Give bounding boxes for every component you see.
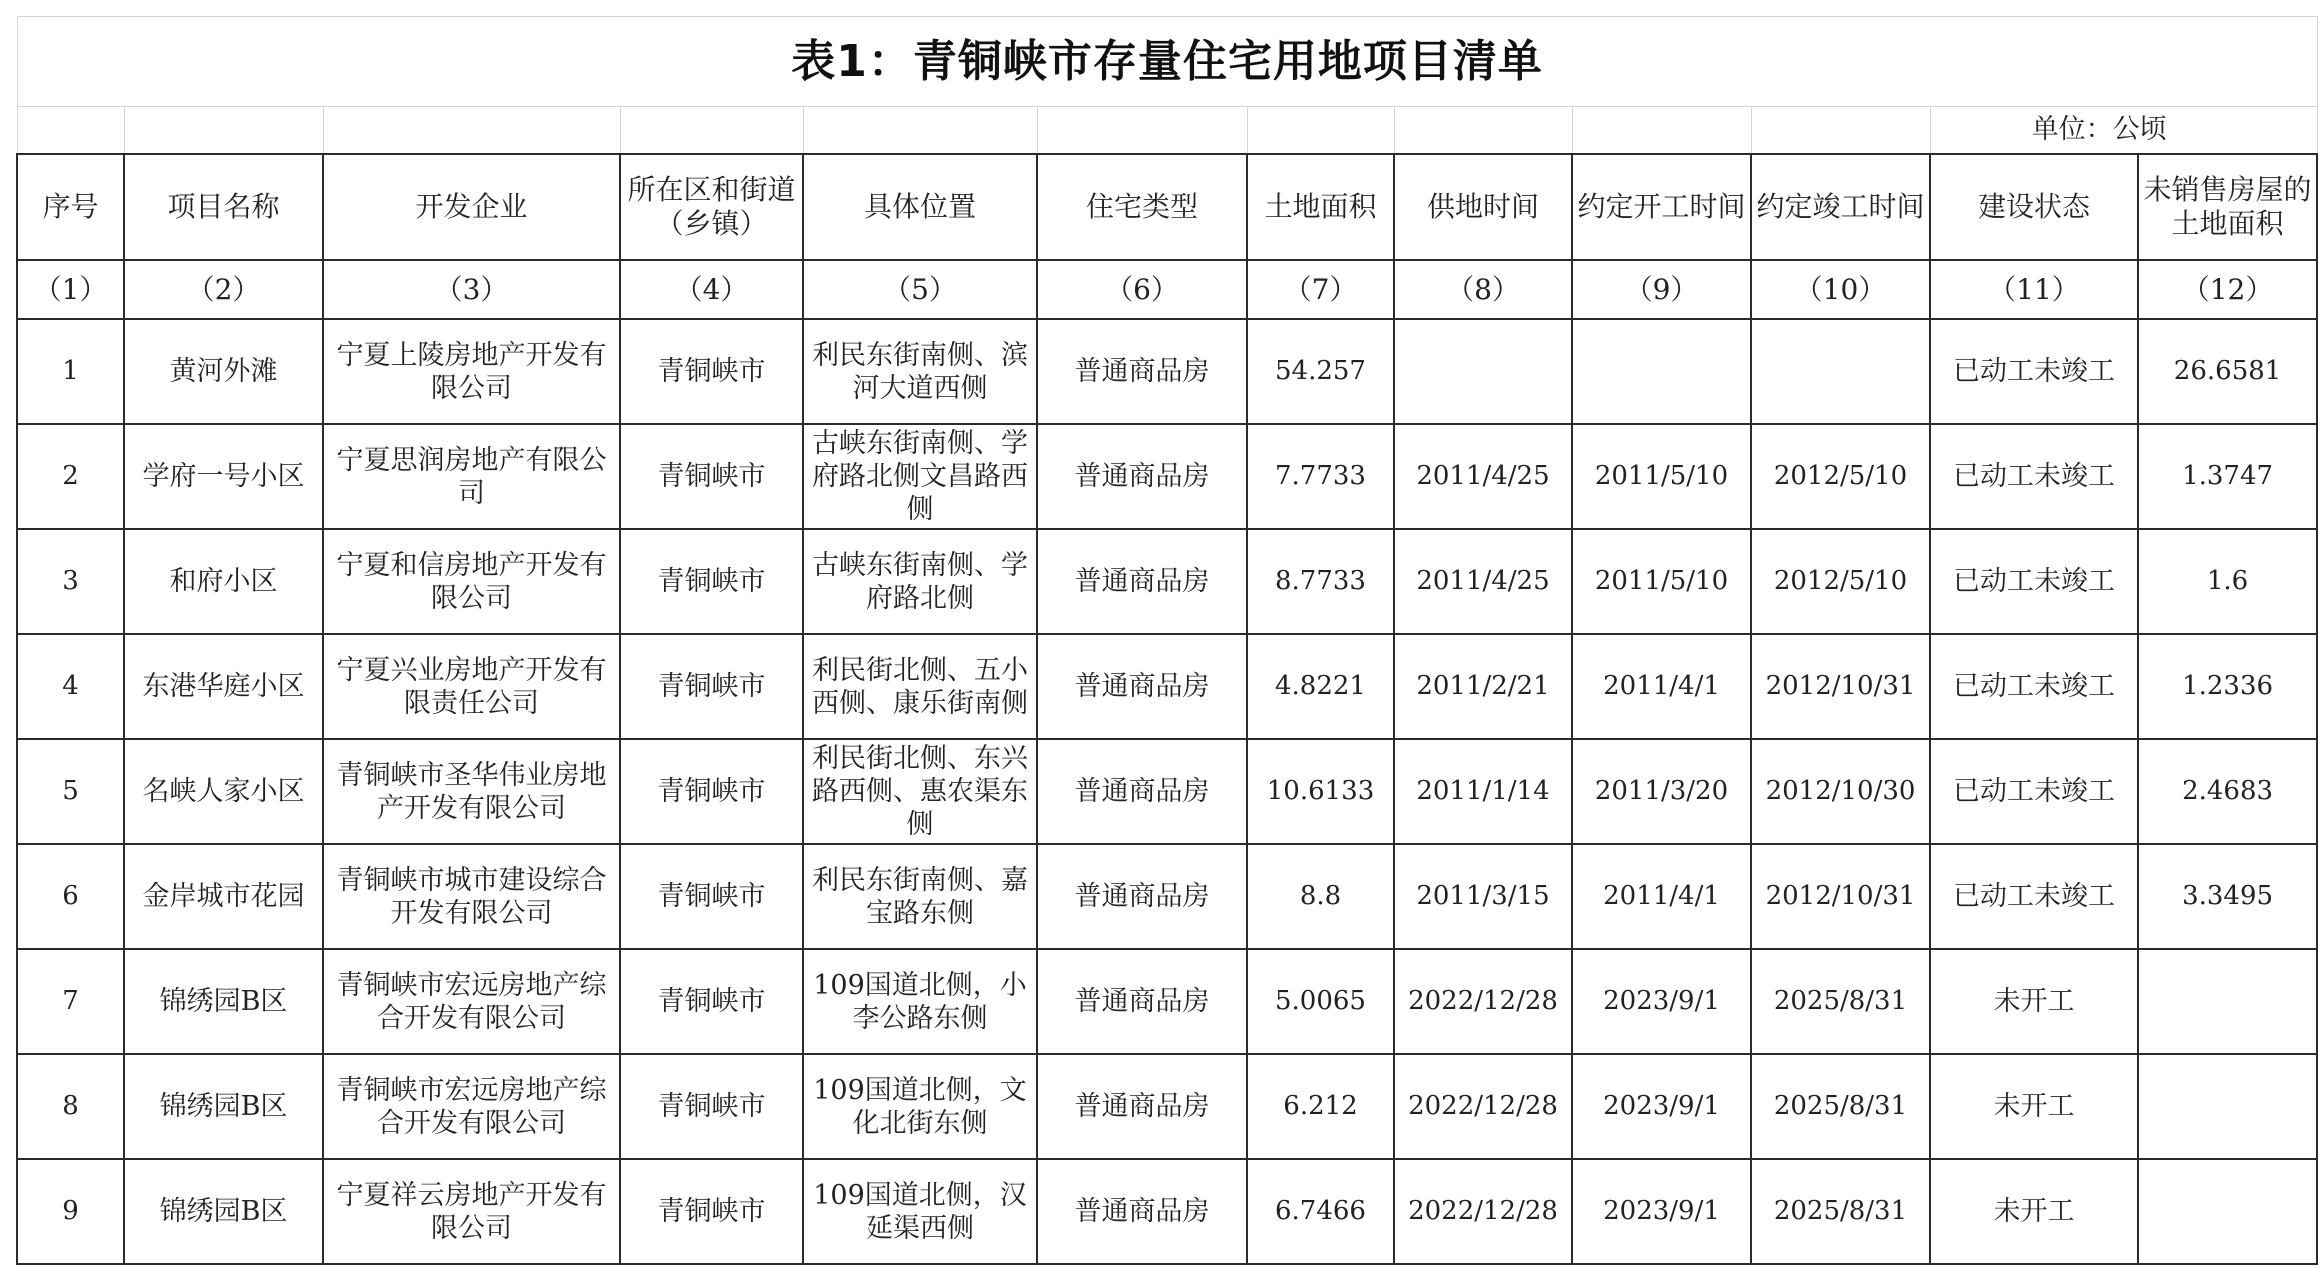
table-row	[17, 1159, 2317, 1264]
cell-start-date[interactable]: 2023/9/1	[1572, 1054, 1751, 1159]
empty-cell[interactable]	[1247, 107, 1394, 155]
cell-unsold-area[interactable]: 3.3495	[2138, 844, 2317, 949]
cell-district[interactable]: 青铜峡市	[620, 844, 803, 949]
cell-start-date[interactable]: 2011/4/1	[1572, 844, 1751, 949]
cell-unsold-area[interactable]: 1.3747	[2138, 424, 2317, 529]
cell-start-date[interactable]	[1572, 319, 1751, 424]
column-index-cell[interactable]: （4）	[620, 260, 803, 319]
cell-developer[interactable]: 青铜峡市城市建设综合开发有限公司	[323, 844, 620, 949]
cell-district[interactable]: 青铜峡市	[620, 529, 803, 634]
cell-serial-number[interactable]: 2	[17, 424, 124, 529]
cell-unsold-area[interactable]: 26.6581	[2138, 319, 2317, 424]
empty-cell[interactable]	[1037, 107, 1247, 155]
empty-cell[interactable]	[803, 107, 1037, 155]
cell-unsold-area[interactable]: 1.6	[2138, 529, 2317, 634]
empty-cell[interactable]	[323, 107, 620, 155]
cell-serial-number[interactable]: 7	[17, 949, 124, 1054]
column-index-cell[interactable]: （9）	[1572, 260, 1751, 319]
cell-project-name[interactable]: 黄河外滩	[124, 319, 323, 424]
cell-finish-date[interactable]: 2012/10/31	[1751, 844, 1930, 949]
cell-project-name[interactable]: 锦绣园B区	[124, 949, 323, 1054]
empty-cell[interactable]	[124, 107, 323, 155]
cell-land-area[interactable]: 5.0065	[1247, 949, 1394, 1054]
table-title[interactable]: 表1：青铜峡市存量住宅用地项目清单	[17, 17, 2317, 107]
cell-district[interactable]: 青铜峡市	[620, 634, 803, 739]
cell-residential-type[interactable]: 普通商品房	[1037, 424, 1247, 529]
cell-finish-date[interactable]	[1751, 319, 1930, 424]
cell-developer[interactable]: 青铜峡市宏远房地产综合开发有限公司	[323, 949, 620, 1054]
cell-unsold-area[interactable]	[2138, 949, 2317, 1054]
cell-residential-type[interactable]: 普通商品房	[1037, 739, 1247, 844]
table-body	[17, 17, 2317, 1265]
column-index-cell[interactable]: （8）	[1394, 260, 1572, 319]
header-cell[interactable]: 约定竣工时间	[1751, 154, 1930, 260]
cell-construction-status[interactable]: 已动工未竣工	[1930, 319, 2138, 424]
cell-construction-status[interactable]: 未开工	[1930, 949, 2138, 1054]
cell-location[interactable]: 古峡东街南侧、学府路北侧文昌路西侧	[803, 424, 1037, 529]
cell-developer[interactable]: 宁夏上陵房地产开发有限公司	[323, 319, 620, 424]
cell-finish-date[interactable]: 2012/10/31	[1751, 634, 1930, 739]
cell-residential-type[interactable]: 普通商品房	[1037, 949, 1247, 1054]
cell-location[interactable]: 109国道北侧，文化北街东侧	[803, 1054, 1037, 1159]
column-index-cell[interactable]: （5）	[803, 260, 1037, 319]
cell-finish-date[interactable]: 2012/5/10	[1751, 529, 1930, 634]
cell-project-name[interactable]: 名峡人家小区	[124, 739, 323, 844]
cell-district[interactable]: 青铜峡市	[620, 1159, 803, 1264]
header-cell[interactable]: 项目名称	[124, 154, 323, 260]
cell-residential-type[interactable]: 普通商品房	[1037, 1054, 1247, 1159]
column-index-cell[interactable]: （3）	[323, 260, 620, 319]
cell-district[interactable]: 青铜峡市	[620, 1054, 803, 1159]
cell-finish-date[interactable]: 2025/8/31	[1751, 1054, 1930, 1159]
cell-location[interactable]: 109国道北侧，汉延渠西侧	[803, 1159, 1037, 1264]
cell-construction-status[interactable]: 已动工未竣工	[1930, 844, 2138, 949]
cell-construction-status[interactable]: 已动工未竣工	[1930, 739, 2138, 844]
cell-land-area[interactable]: 4.8221	[1247, 634, 1394, 739]
cell-unsold-area[interactable]	[2138, 1159, 2317, 1264]
table-row	[17, 949, 2317, 1054]
cell-land-area[interactable]: 10.6133	[1247, 739, 1394, 844]
cell-project-name[interactable]: 和府小区	[124, 529, 323, 634]
cell-finish-date[interactable]: 2012/10/30	[1751, 739, 1930, 844]
title-row	[17, 17, 2317, 107]
header-cell[interactable]: 序号	[17, 154, 124, 260]
cell-start-date[interactable]: 2011/3/20	[1572, 739, 1751, 844]
cell-land-area[interactable]: 7.7733	[1247, 424, 1394, 529]
column-index-cell[interactable]: （1）	[17, 260, 124, 319]
cell-construction-status[interactable]: 未开工	[1930, 1054, 2138, 1159]
cell-unsold-area[interactable]: 2.4683	[2138, 739, 2317, 844]
cell-unsold-area[interactable]: 1.2336	[2138, 634, 2317, 739]
residential-land-table	[16, 16, 2318, 1265]
cell-land-area[interactable]: 6.212	[1247, 1054, 1394, 1159]
cell-construction-status[interactable]: 已动工未竣工	[1930, 529, 2138, 634]
cell-finish-date[interactable]: 2025/8/31	[1751, 949, 1930, 1054]
empty-cell[interactable]	[1572, 107, 1751, 155]
cell-developer[interactable]: 宁夏兴业房地产开发有限责任公司	[323, 634, 620, 739]
header-cell[interactable]: 具体位置	[803, 154, 1037, 260]
empty-cell[interactable]	[620, 107, 803, 155]
cell-supply-date[interactable]: 2011/3/15	[1394, 844, 1572, 949]
empty-cell[interactable]	[1751, 107, 1930, 155]
header-cell[interactable]: 约定开工时间	[1572, 154, 1751, 260]
cell-developer[interactable]: 宁夏思润房地产有限公司	[323, 424, 620, 529]
column-index-cell[interactable]: （6）	[1037, 260, 1247, 319]
cell-developer[interactable]: 宁夏祥云房地产开发有限公司	[323, 1159, 620, 1264]
cell-location[interactable]: 利民东街南侧、嘉宝路东侧	[803, 844, 1037, 949]
table-row	[17, 529, 2317, 634]
column-index-cell[interactable]: （7）	[1247, 260, 1394, 319]
cell-location[interactable]: 古峡东街南侧、学府路北侧	[803, 529, 1037, 634]
cell-supply-date[interactable]: 2011/1/14	[1394, 739, 1572, 844]
cell-construction-status[interactable]: 已动工未竣工	[1930, 634, 2138, 739]
cell-location[interactable]: 利民街北侧、五小西侧、康乐街南侧	[803, 634, 1037, 739]
header-cell[interactable]: 开发企业	[323, 154, 620, 260]
cell-project-name[interactable]: 锦绣园B区	[124, 1159, 323, 1264]
column-index-cell[interactable]: （10）	[1751, 260, 1930, 319]
cell-district[interactable]: 青铜峡市	[620, 739, 803, 844]
cell-serial-number[interactable]: 1	[17, 319, 124, 424]
spreadsheet-sheet	[16, 16, 2316, 1265]
cell-location[interactable]: 109国道北侧，小李公路东侧	[803, 949, 1037, 1054]
header-cell[interactable]: 所在区和街道（乡镇）	[620, 154, 803, 260]
cell-supply-date[interactable]: 2011/4/25	[1394, 529, 1572, 634]
cell-project-name[interactable]: 东港华庭小区	[124, 634, 323, 739]
cell-residential-type[interactable]: 普通商品房	[1037, 1159, 1247, 1264]
cell-serial-number[interactable]: 5	[17, 739, 124, 844]
cell-supply-date[interactable]: 2022/12/28	[1394, 1054, 1572, 1159]
table-row	[17, 1054, 2317, 1159]
cell-start-date[interactable]: 2023/9/1	[1572, 1159, 1751, 1264]
header-cell[interactable]: 土地面积	[1247, 154, 1394, 260]
cell-developer[interactable]: 青铜峡市宏远房地产综合开发有限公司	[323, 1054, 620, 1159]
cell-project-name[interactable]: 学府一号小区	[124, 424, 323, 529]
table-row	[17, 844, 2317, 949]
cell-location[interactable]: 利民街北侧、东兴路西侧、惠农渠东侧	[803, 739, 1037, 844]
unit-label[interactable]: 单位：公顷	[1930, 107, 2317, 155]
empty-cell[interactable]	[1394, 107, 1572, 155]
cell-start-date[interactable]: 2011/4/1	[1572, 634, 1751, 739]
cell-construction-status[interactable]: 未开工	[1930, 1159, 2138, 1264]
cell-start-date[interactable]: 2011/5/10	[1572, 424, 1751, 529]
header-row	[17, 154, 2317, 260]
cell-project-name[interactable]: 金岸城市花园	[124, 844, 323, 949]
header-cell[interactable]: 未销售房屋的土地面积	[2138, 154, 2317, 260]
column-index-cell[interactable]: （2）	[124, 260, 323, 319]
cell-start-date[interactable]: 2023/9/1	[1572, 949, 1751, 1054]
column-index-row	[17, 260, 2317, 319]
cell-serial-number[interactable]: 6	[17, 844, 124, 949]
cell-land-area[interactable]: 6.7466	[1247, 1159, 1394, 1264]
cell-supply-date[interactable]: 2022/12/28	[1394, 949, 1572, 1054]
cell-supply-date[interactable]	[1394, 319, 1572, 424]
cell-residential-type[interactable]: 普通商品房	[1037, 319, 1247, 424]
table-row	[17, 319, 2317, 424]
table-row	[17, 634, 2317, 739]
cell-start-date[interactable]: 2011/5/10	[1572, 529, 1751, 634]
cell-unsold-area[interactable]	[2138, 1054, 2317, 1159]
table-row	[17, 739, 2317, 844]
header-cell[interactable]: 建设状态	[1930, 154, 2138, 260]
cell-serial-number[interactable]: 4	[17, 634, 124, 739]
cell-district[interactable]: 青铜峡市	[620, 319, 803, 424]
cell-district[interactable]: 青铜峡市	[620, 949, 803, 1054]
header-cell[interactable]: 供地时间	[1394, 154, 1572, 260]
cell-project-name[interactable]: 锦绣园B区	[124, 1054, 323, 1159]
cell-serial-number[interactable]: 8	[17, 1054, 124, 1159]
cell-supply-date[interactable]: 2011/2/21	[1394, 634, 1572, 739]
cell-finish-date[interactable]: 2012/5/10	[1751, 424, 1930, 529]
cell-developer[interactable]: 宁夏和信房地产开发有限公司	[323, 529, 620, 634]
cell-residential-type[interactable]: 普通商品房	[1037, 529, 1247, 634]
cell-residential-type[interactable]: 普通商品房	[1037, 634, 1247, 739]
empty-cell[interactable]	[17, 107, 124, 155]
cell-supply-date[interactable]: 2022/12/28	[1394, 1159, 1572, 1264]
cell-construction-status[interactable]: 已动工未竣工	[1930, 424, 2138, 529]
table-row	[17, 424, 2317, 529]
cell-serial-number[interactable]: 3	[17, 529, 124, 634]
cell-land-area[interactable]: 54.257	[1247, 319, 1394, 424]
cell-developer[interactable]: 青铜峡市圣华伟业房地产开发有限公司	[323, 739, 620, 844]
cell-land-area[interactable]: 8.8	[1247, 844, 1394, 949]
cell-serial-number[interactable]: 9	[17, 1159, 124, 1264]
cell-land-area[interactable]: 8.7733	[1247, 529, 1394, 634]
cell-location[interactable]: 利民东街南侧、滨河大道西侧	[803, 319, 1037, 424]
cell-residential-type[interactable]: 普通商品房	[1037, 844, 1247, 949]
unit-row	[17, 107, 2317, 155]
cell-supply-date[interactable]: 2011/4/25	[1394, 424, 1572, 529]
cell-finish-date[interactable]: 2025/8/31	[1751, 1159, 1930, 1264]
column-index-cell[interactable]: （12）	[2138, 260, 2317, 319]
column-index-cell[interactable]: （11）	[1930, 260, 2138, 319]
header-cell[interactable]: 住宅类型	[1037, 154, 1247, 260]
cell-district[interactable]: 青铜峡市	[620, 424, 803, 529]
